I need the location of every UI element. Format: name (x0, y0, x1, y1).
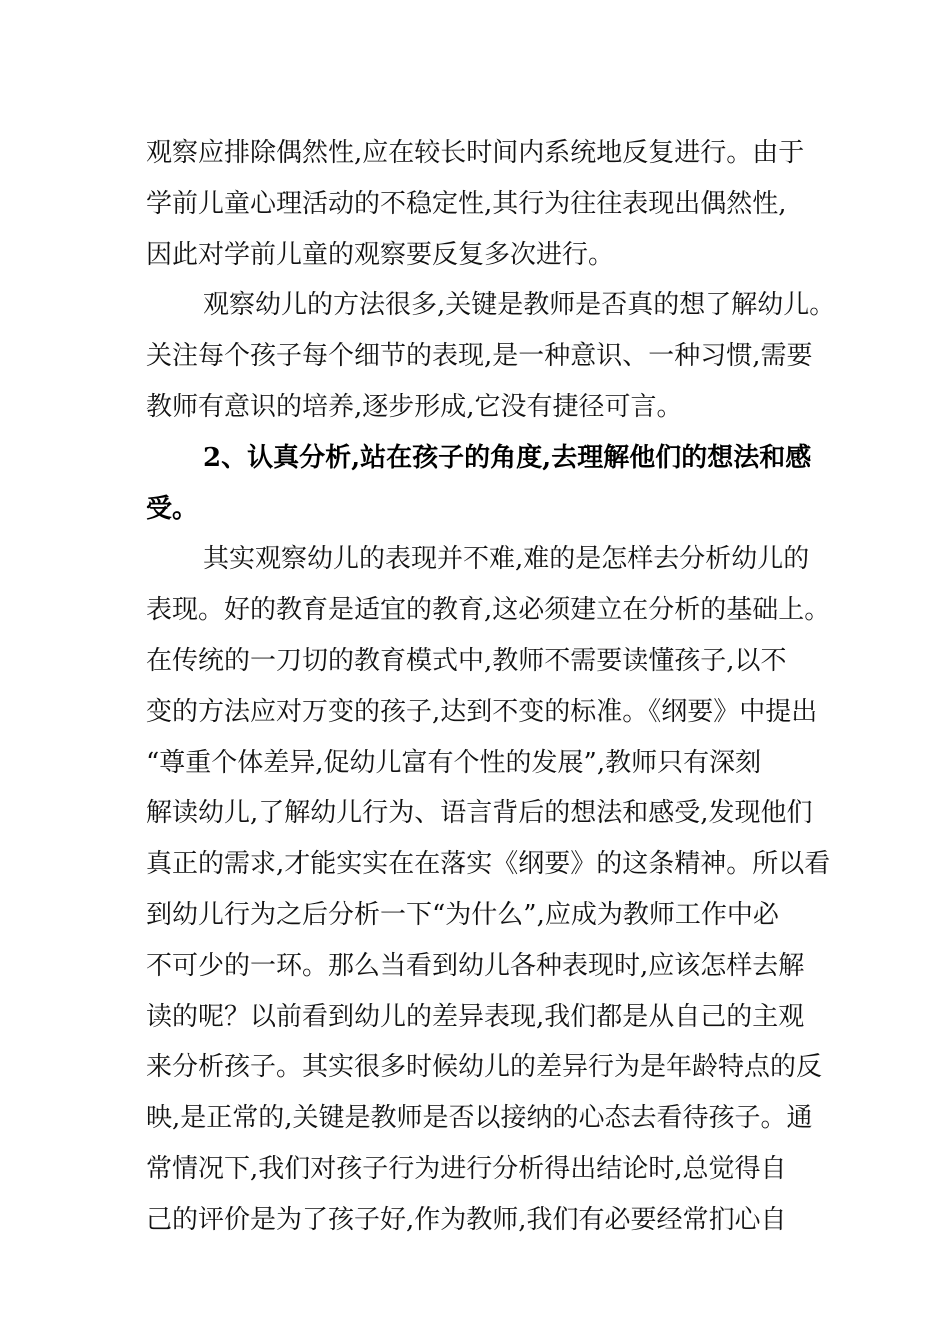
text-line: 在传统的一刀切的教育模式中,教师不需要读懂孩子,以不 (146, 645, 787, 676)
text-line: 己的评价是为了孩子好,作为教师,我们有必要经常扪心自 (146, 1204, 787, 1235)
text-line: 观察应排除偶然性,应在较长时间内系统地反复进行。由于 (146, 138, 805, 168)
text-line: 读的呢？以前看到幼儿的差异表现,我们都是从自己的主观 (146, 1001, 805, 1032)
body-text (146, 128, 836, 1246)
text-line: 真正的需求,才能实实在在落实《纲要》的这条精神。所以看 (146, 849, 831, 880)
text-line: 到幼儿行为之后分析一下“为什么”,应成为教师工作中必 (146, 899, 779, 930)
text-line: “尊重个体差异,促幼儿富有个性的发展”,教师只有深刻 (146, 747, 762, 778)
text-line: 关注每个孩子每个细节的表现,是一种意识、一种习惯,需要 (146, 341, 813, 372)
text-line: 变的方法应对万变的孩子,达到不变的标准。《纲要》中提出 (146, 696, 818, 727)
paragraph-first-line: 其实观察幼儿的表现并不难,难的是怎样去分析幼儿的 (203, 544, 810, 575)
section-heading: 2、认真分析,站在孩子的角度,去理解他们的想法和感 (203, 442, 812, 473)
text-line: 常情况下,我们对孩子行为进行分析得出结论时,总觉得自 (146, 1153, 787, 1184)
text-line: 教师有意识的培养,逐步形成,它没有捷径可言。 (146, 391, 683, 422)
text-line: 不可少的一环。那么当看到幼儿各种表现时,应该怎样去解 (146, 950, 805, 981)
text-line: 解读幼儿,了解幼儿行为、语言背后的想法和感受,发现他们 (146, 798, 813, 829)
text-line: 来分析孩子。其实很多时候幼儿的差异行为是年龄特点的反 (146, 1052, 823, 1083)
text-line: 表现。好的教育是适宜的教育,这必须建立在分析的基础上。 (146, 595, 831, 626)
paragraph-first-line: 观察幼儿的方法很多,关键是教师是否真的想了解幼儿。 (203, 290, 836, 321)
text-line: 因此对学前儿童的观察要反复多次进行。 (146, 239, 615, 270)
section-heading-continuation: 受。 (146, 493, 199, 524)
text-line: 映,是正常的,关键是教师是否以接纳的心态去看待孩子。通 (146, 1103, 813, 1134)
text-line: 学前儿童心理活动的不稳定性,其行为往往表现出偶然性, (146, 188, 787, 219)
